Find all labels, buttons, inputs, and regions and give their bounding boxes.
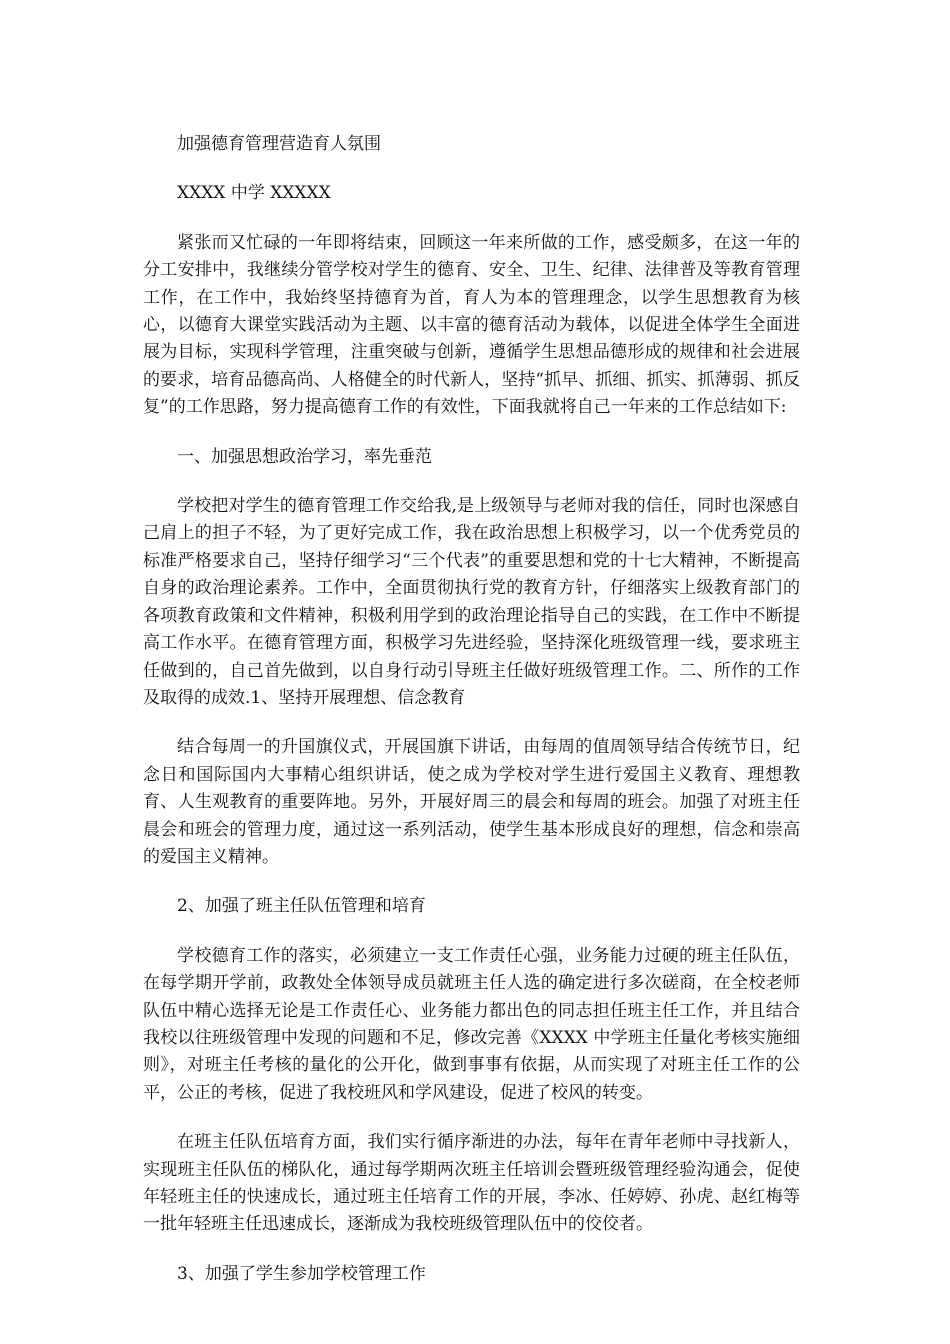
document-page — [143, 131, 800, 1310]
paragraph-intro: 紧张而又忙碌的一年即将结束，回顾这一年来所做的工作，感受颇多，在这一年的分工安排中，我继续分管学校对学生的德育、安全、卫生、纪律、法律普及等教育管理工作，在工作中，我始终坚持德育为首，育人为本的管理理念，以学生思想教育为核心，以德育大课堂实践活动为主题、以丰富的德育活动为载体，以促进全体学生全面进展为目标，实现科学管理，注重突破与创新，遵循学生思想品德形成的规律和社会进展的要求，培育品德高尚、人格健全的时代新人，坚持“抓早、抓细、抓实、抓薄弱、抓反复”的工作思路，努力提高德育工作的有效性，下面我就将自己一年来的工作总结如下: — [143, 232, 800, 418]
section-heading-3: 3、加强了学生参加学校管理工作 — [177, 1263, 426, 1284]
paragraph-political-study: 学校把对学生的德育管理工作交给我,是上级领导与老师对我的信任，同时也深感自己肩上的担子不轻，为了更好完成工作，我在政治思想上积极学习，以一个优秀党员的标准严格要求自己，坚持仔细学习“三个代表”的重要思想和党的十七大精神，不断提高自身的政治理论素养。工作中，全面贯彻执行党的教育方针，仔细落实上级教育部门的各项教育政策和文件精神，积极利用学到的政治理论指导自己的实践，在工作中不断提高工作水平。在德育管理方面，积极学习先进经验，坚持深化班级管理一线，要求班主任做到的，自己首先做到，以自身行动引导班主任做好班级管理工作。二、所作的工作及取得的成效.1、坚持开展理想、信念教育 — [143, 496, 800, 708]
paragraph-class-teacher-team: 学校德育工作的落实，必须建立一支工作责任心强，业务能力过硬的班主任队伍，在每学期开学前，政教处全体领导成员就班主任人选的确定进行多次磋商，在全校老师队伍中精心选择无论是工作责任心、业务能力都出色的同志担任班主任工作，并且结合我校以往班级管理中发现的问题和不足，修改完善《XXXX 中学班主任量化考核实施细则》，对班主任考核的量化的公开化，做到事事有依据，从而实现了对班主任工作的公平，公正的考核，促进了我校班风和学风建设，促进了校风的转变。 — [143, 945, 800, 1103]
section-heading-1: 一、加强思想政治学习，率先垂范 — [177, 446, 432, 467]
document-title: 加强德育管理营造育人氛围 — [177, 134, 381, 154]
paragraph-class-teacher-training: 在班主任队伍培育方面，我们实行循序渐进的办法，每年在青年老师中寻找新人，实现班主任队伍的梯队化，通过每学期两次班主任培训会暨班级管理经验沟通会，促使年轻班主任的快速成长，通过班主任培育工作的开展，李冰、任婷婷、孙虎、赵红梅等一批年轻班主任迅速成长，逐渐成为我校班级管理队伍中的佼佼者。 — [143, 1132, 800, 1235]
document-author: XXXX 中学 XXXXX — [177, 183, 331, 204]
paragraph-ideal-education: 结合每周一的升国旗仪式，开展国旗下讲话，由每周的值周领导结合传统节日，纪念日和国际国内大事精心组织讲话，使之成为学校对学生进行爱国主义教育、理想教育、人生观教育的重要阵地。另外，开展好周三的晨会和每周的班会。加强了对班主任晨会和班会的管理力度，通过这一系列活动，使学生基本形成良好的理想，信念和崇高的爱国主义精神。 — [143, 737, 800, 867]
section-heading-2: 2、加强了班主任队伍管理和培育 — [177, 896, 426, 917]
